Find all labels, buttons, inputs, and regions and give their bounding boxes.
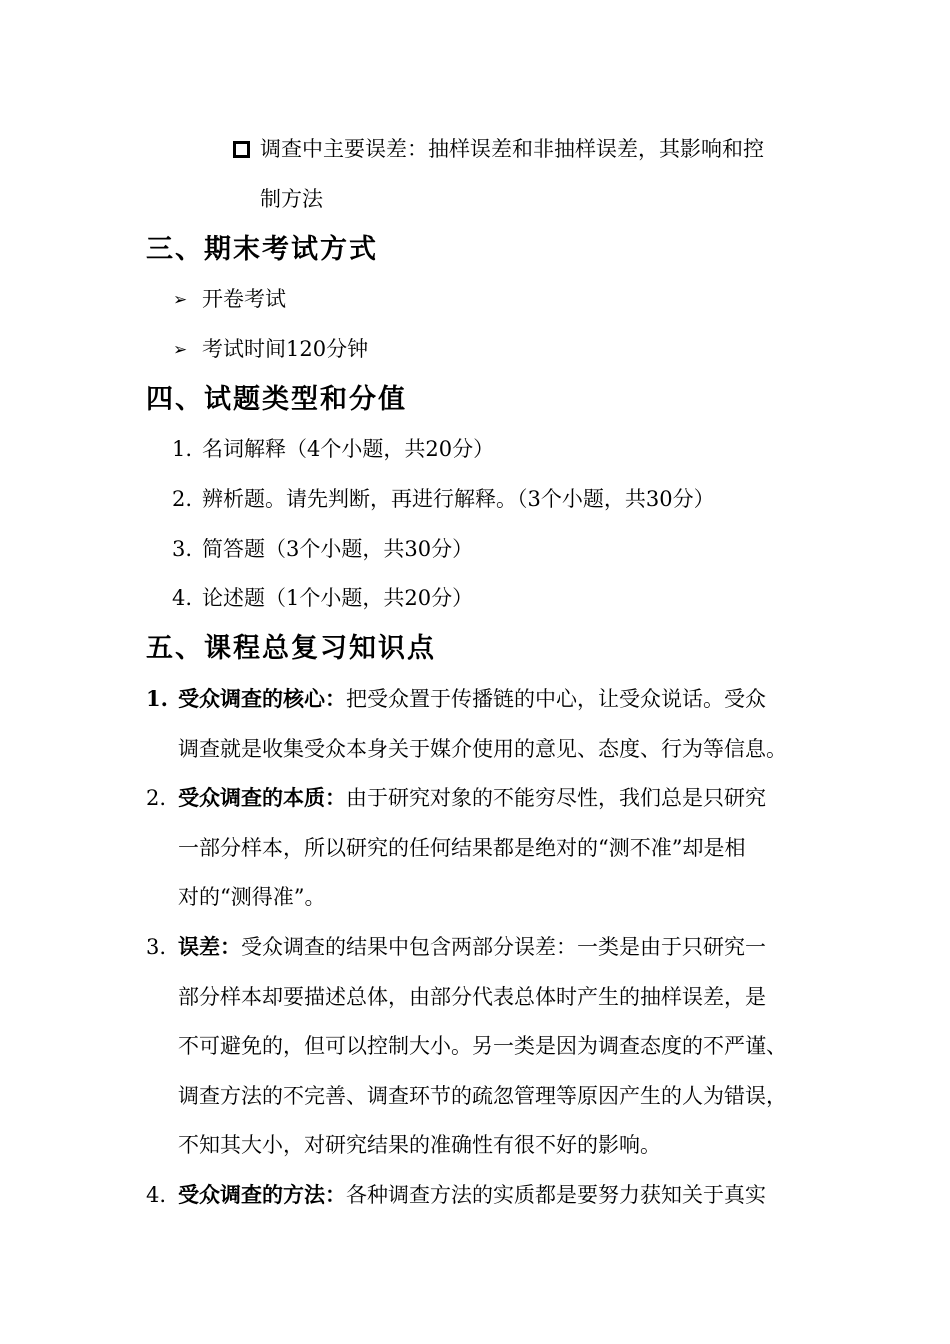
section-5-item-3-line-2: 部分样本却要描述总体，由部分代表总体时产生的抽样误差，是 [178, 985, 766, 1009]
section-5-item-1-line-2: 调查就是收集受众本身关于媒介使用的意见、态度、行为等信息。 [178, 737, 787, 761]
list-number: 4. [172, 586, 193, 610]
section-4-item-4: 论述题（1个小题，共20分） [202, 586, 474, 610]
section-5-item-2-line-3: 对的“测得准”。 [178, 885, 326, 909]
section-5-item-2-line-2: 一部分样本，所以研究的任何结果都是绝对的“测不准”却是相 [178, 836, 746, 860]
section-3-item-2: 考试时间120分钟 [202, 337, 369, 361]
list-number: 2. [146, 786, 167, 810]
section-3-heading: 三、期末考试方式 [146, 234, 378, 265]
term-label: 受众调查的方法： [178, 1182, 346, 1207]
list-number: 4. [146, 1183, 167, 1207]
section-4-item-2: 辨析题。请先判断，再进行解释。（3个小题，共30分） [202, 487, 715, 511]
term-label: 受众调查的本质： [178, 785, 346, 810]
item-text: 把受众置于传播链的中心，让受众说话。受众 [346, 687, 766, 711]
section-5-item-3-line-4: 调查方法的不完善、调查环节的疏忽管理等原因产生的人为错误， [178, 1084, 787, 1108]
section-5-item-2-line-1 [178, 783, 766, 813]
list-number: 3. [172, 537, 193, 561]
section-4-item-1: 名词解释（4个小题，共20分） [202, 437, 495, 461]
section-5-item-3-line-3: 不可避免的，但可以控制大小。另一类是因为调查态度的不严谨、 [178, 1034, 787, 1058]
arrow-bullet-icon: ➢ [173, 340, 188, 360]
list-number: 1. [146, 686, 168, 711]
arrow-bullet-icon: ➢ [173, 290, 188, 310]
bullet-text-line-1: 调查中主要误差：抽样误差和非抽样误差，其影响和控 [260, 137, 764, 161]
list-number: 3. [146, 935, 167, 959]
section-5-item-3-line-1 [178, 932, 766, 962]
list-number: 1. [172, 437, 193, 461]
section-5-item-3-line-5: 不知其大小，对研究结果的准确性有很不好的影响。 [178, 1133, 661, 1157]
bullet-text-line-2: 制方法 [260, 187, 323, 211]
term-label: 受众调查的核心： [178, 686, 346, 711]
item-text: 各种调查方法的实质都是要努力获知关于真实 [346, 1183, 766, 1207]
item-text: 由于研究对象的不能穷尽性，我们总是只研究 [346, 786, 766, 810]
item-text: 受众调查的结果中包含两部分误差：一类是由于只研究一 [241, 935, 766, 959]
section-5-item-1-line-1 [178, 684, 766, 714]
term-label: 误差： [178, 934, 241, 959]
section-5-item-4-line-1 [178, 1180, 766, 1210]
list-number: 2. [172, 487, 193, 511]
section-4-heading: 四、试题类型和分值 [146, 384, 407, 415]
section-3-item-1: 开卷考试 [202, 287, 286, 311]
section-5-heading: 五、课程总复习知识点 [146, 633, 436, 664]
section-4-item-3: 简答题（3个小题，共30分） [202, 537, 474, 561]
square-bullet-icon [233, 141, 250, 158]
